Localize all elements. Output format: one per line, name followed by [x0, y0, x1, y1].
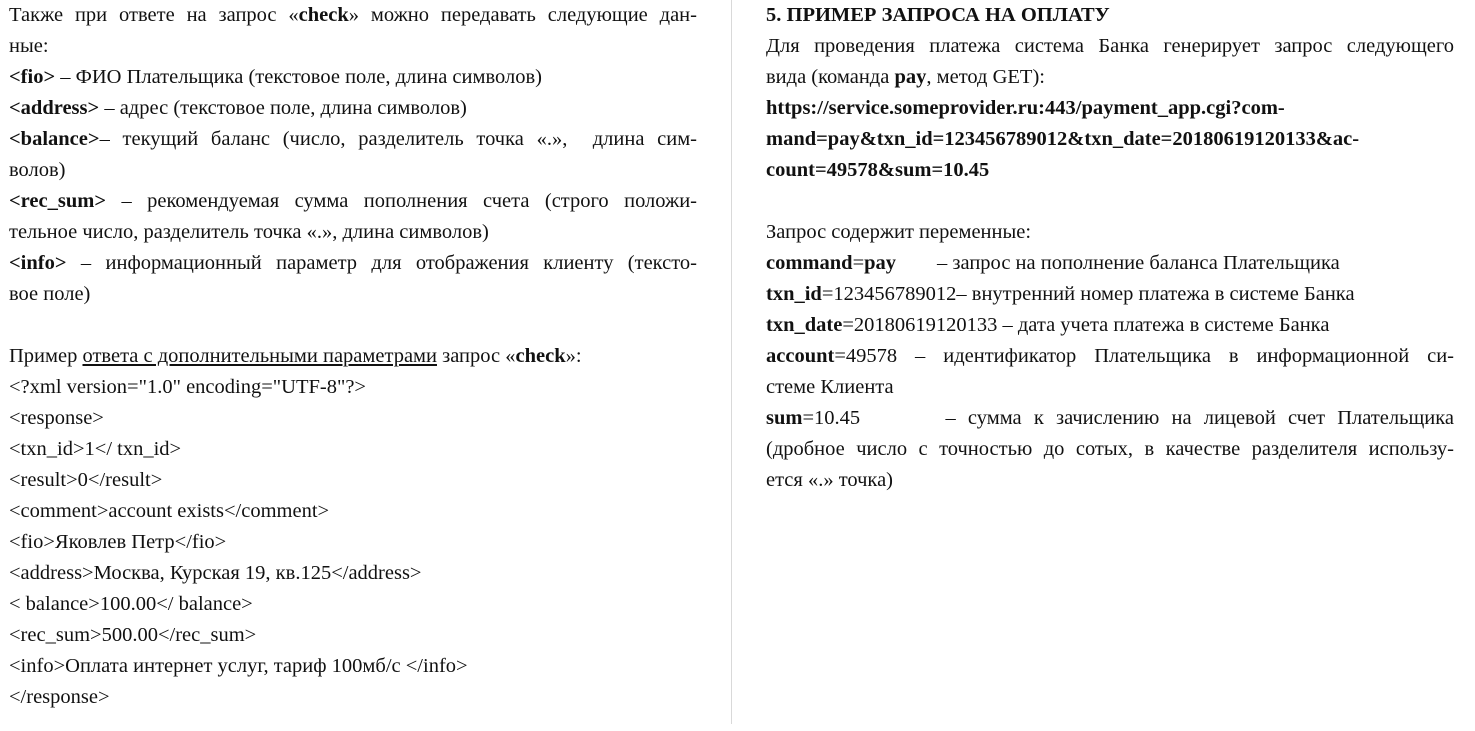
- url-text: mand=pay&txn_id=123456789012&txn_date=20180619120133&ac-: [766, 128, 1360, 150]
- left-column: [9, 0, 697, 713]
- desc-line-1: Для проведения платежа система Банка генерирует запрос следующего: [766, 35, 1454, 57]
- param-info: [9, 248, 697, 279]
- var-account: [766, 341, 1454, 372]
- column-divider: [731, 0, 732, 724]
- desc-text: , метод GET):: [926, 66, 1045, 88]
- var-desc: =20180619120133 – дата учета платежа в системе Банка: [842, 314, 1330, 336]
- param-desc: – ФИО Плательщика (текстовое поле, длина символов): [55, 66, 542, 88]
- right-column: [766, 0, 1454, 496]
- var-name: sum: [766, 407, 803, 429]
- xml-line: < balance>100.00</ balance>: [9, 593, 253, 615]
- xml-line: </response>: [9, 686, 110, 708]
- spacer: [9, 310, 697, 341]
- intro-text: » можно передавать следующие дан-: [348, 4, 697, 26]
- var-txn-date: [766, 310, 1454, 341]
- intro-text: Также при ответе на запрос «: [9, 4, 299, 26]
- var-desc: =10.45 – сумма к зачислению на лицевой счет Плательщика: [802, 407, 1454, 429]
- var-account-cont: стеме Клиента: [766, 376, 894, 398]
- var-desc: =123456789012– внутренний номер платежа в системе Банка: [821, 283, 1355, 305]
- check-keyword: check: [298, 4, 349, 26]
- param-desc: – текущий баланс (число, разделитель точка «.», длина сим-: [99, 128, 697, 150]
- param-info-cont: вое поле): [9, 283, 91, 305]
- section-heading: [766, 0, 1454, 31]
- xml-line: <address>Москва, Курская 19, кв.125</address>: [9, 562, 422, 584]
- check-keyword: check: [515, 345, 566, 367]
- spacer: [766, 186, 1454, 217]
- var-txn-id: [766, 279, 1454, 310]
- var-name: txn_id: [766, 283, 822, 305]
- param-balance-cont: волов): [9, 159, 66, 181]
- param-tag: <info>: [9, 252, 67, 274]
- param-tag: <address>: [9, 97, 100, 119]
- vars-title: Запрос содержит переменные:: [766, 221, 1032, 243]
- param-tag: <rec_sum>: [9, 190, 106, 212]
- xml-line: <comment>account exists</comment>: [9, 500, 330, 522]
- intro-line-2: ные:: [9, 35, 49, 57]
- section-heading-text: 5. ПРИМЕР ЗАПРОСА НА ОПЛАТУ: [766, 4, 1110, 26]
- var-name: command: [766, 252, 853, 274]
- param-address: [9, 93, 697, 124]
- example-text: запрос «: [436, 345, 516, 367]
- url-line: [766, 93, 1454, 124]
- xml-line: <?xml version="1.0" encoding="UTF-8"?>: [9, 376, 366, 398]
- example-heading: [9, 341, 697, 372]
- var-desc: =49578 – идентификатор Плательщика в информационной си-: [834, 345, 1454, 367]
- url-line: [766, 124, 1454, 155]
- pay-keyword: pay: [894, 66, 927, 88]
- url-text: https://service.someprovider.ru:443/payment_app.cgi?com-: [766, 97, 1285, 119]
- example-text: »:: [565, 345, 582, 367]
- param-rec-sum: [9, 186, 697, 217]
- xml-line: <fio>Яковлев Петр</fio>: [9, 531, 227, 553]
- param-rec-sum-cont: тельное число, разделитель точка «.», длина символов): [9, 221, 489, 243]
- url-line: [766, 155, 1454, 186]
- var-sum-cont: (дробное число с точностью до сотых, в качестве разделителя использу-: [766, 438, 1454, 460]
- var-name: txn_date: [766, 314, 843, 336]
- xml-line: <txn_id>1</ txn_id>: [9, 438, 182, 460]
- param-balance: [9, 124, 697, 155]
- param-fio: [9, 62, 697, 93]
- example-link[interactable]: ответа с дополнительными параметрами: [82, 345, 437, 367]
- xml-line: <response>: [9, 407, 104, 429]
- param-tag: <balance>: [9, 128, 100, 150]
- var-command: [766, 248, 1454, 279]
- xml-line: <info>Оплата интернет услуг, тариф 100мб/с </info>: [9, 655, 468, 677]
- param-desc: – рекомендуемая сумма пополнения счета (строго положи-: [106, 190, 697, 212]
- desc-text: вида (команда: [766, 66, 895, 88]
- var-eq: =: [852, 252, 865, 274]
- url-text: count=49578&sum=10.45: [766, 159, 990, 181]
- param-desc: – адрес (текстовое поле, длина символов): [99, 97, 467, 119]
- var-desc: – запрос на пополнение баланса Плательщика: [896, 252, 1340, 274]
- desc-line-2: [766, 62, 1454, 93]
- param-tag: <fio>: [9, 66, 56, 88]
- var-value: pay: [864, 252, 897, 274]
- intro-line-1: [9, 0, 697, 31]
- var-sum: [766, 403, 1454, 434]
- param-desc: – информационный параметр для отображения клиенту (тексто-: [66, 252, 697, 274]
- var-name: account: [766, 345, 835, 367]
- xml-line: <result>0</result>: [9, 469, 163, 491]
- example-text: Пример: [9, 345, 83, 367]
- xml-line: <rec_sum>500.00</rec_sum>: [9, 624, 257, 646]
- var-sum-cont-2: ется «.» точка): [766, 469, 894, 491]
